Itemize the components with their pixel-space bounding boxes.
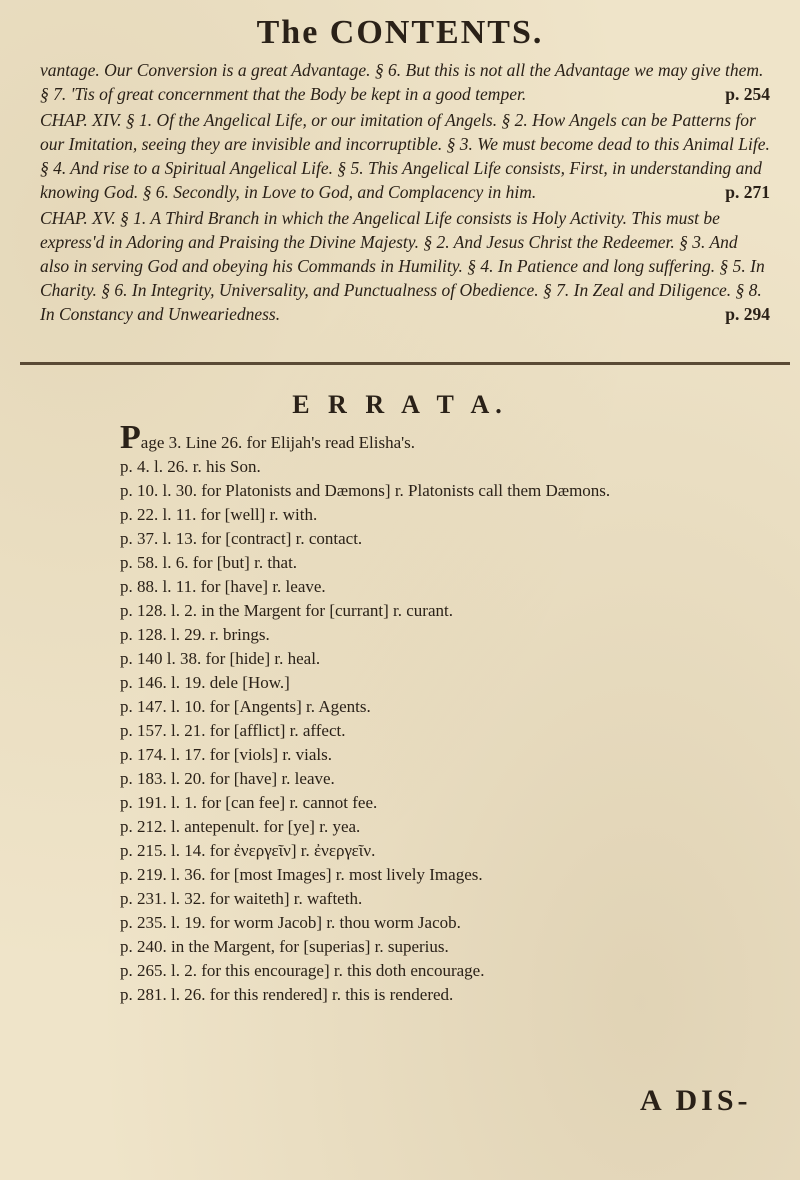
errata-line: p. 10. l. 30. for Platonists and Dæmons] r. Platonists call them Dæmons. [120, 481, 611, 500]
errata-title: E R R A T A. [292, 390, 508, 419]
errata-line: p. 174. l. 17. for [viols] r. vials. [120, 745, 333, 764]
errata-line: p. 281. l. 26. for this rendered] r. this is rendered. [120, 985, 454, 1004]
errata-line: p. 157. l. 21. for [afflict] r. affect. [120, 721, 346, 740]
ornamental-rule [20, 362, 790, 365]
errata-line: p. 37. l. 13. for [contract] r. contact. [120, 529, 363, 548]
errata-line: p. 231. l. 32. for waiteth] r. wafteth. [120, 889, 363, 908]
errata-line: p. 235. l. 19. for worm Jacob] r. thou worm Jacob. [120, 913, 461, 932]
running-head: The CONTENTS. [256, 14, 544, 51]
errata-line: p. 140 l. 38. for [hide] r. heal. [120, 649, 321, 668]
errata-line: p. 240. in the Margent, for [superias] r. superius. [120, 937, 449, 956]
errata-line: p. 146. l. 19. dele [How.] [120, 673, 290, 692]
errata-line: p. 219. l. 36. for [most Images] r. most lively Images. [120, 865, 483, 884]
errata-line: p. 128. l. 2. in the Margent for [currant] r. curant. [120, 601, 453, 620]
contents-entry: CHAP. XIV. § 1. Of the Angelical Life, or our imitation of Angels. § 2. How Angels can be Patterns for our Imitation, seeing they are invisible and incorruptible. § 3. We must become dead to this Animal Life. § 4. And rise to a Spiritual Angelical Life. § 5. This Angelical Life consists, First, in understanding and knowing God. § 6. Secondly, in Love to God, and Complacency in him. p. 271 [40, 110, 770, 202]
errata-line: p. 215. l. 14. for ἐνεργεῖν] r. ἐνεργεῖν. [120, 841, 376, 860]
errata-line: p. 88. l. 11. for [have] r. leave. [120, 577, 326, 596]
errata-line: p. 58. l. 6. for [but] r. that. [120, 553, 298, 572]
page-ref: p. 271 [725, 182, 770, 202]
catchword: A DIS- [640, 1084, 752, 1117]
errata-line: p. 212. l. antepenult. for [ye] r. yea. [120, 817, 361, 836]
errata-line: p. 22. l. 11. for [well] r. with. [120, 505, 318, 524]
errata-line: p. 4. l. 26. r. his Son. [120, 457, 261, 476]
errata-line: p. 147. l. 10. for [Angents] r. Agents. [120, 697, 371, 716]
contents-entry: CHAP. XV. § 1. A Third Branch in which the Angelical Life consists is Holy Activity. This must be express'd in Adoring and Praising the Divine Majesty. § 2. And Jesus Christ the Redeemer. § 3. And also in serving God and obeying his Commands in Humility. § 4. In Patience and long suffering. § 5. In Charity. § 6. In Integrity, Universality, and Punctualness of Obedience. § 7. In Zeal and Diligence. § 8. In Constancy and Unweariedness. p. 294 [40, 208, 770, 324]
errata-line: p. 265. l. 2. for this encourage] r. this doth encourage. [120, 961, 485, 980]
errata-line: p. 183. l. 20. for [have] r. leave. [120, 769, 335, 788]
errata-line: p. 191. l. 1. for [can fee] r. cannot fee. [120, 793, 378, 812]
page-ref: p. 294 [725, 304, 770, 324]
errata-line: p. 128. l. 29. r. brings. [120, 625, 270, 644]
contents-section [40, 58, 770, 328]
errata-line: Page 3. Line 26. for Elijah's read Elisha's. [120, 419, 416, 456]
errata-list [120, 419, 760, 1007]
contents-entry: vantage. Our Conversion is a great Advantage. § 6. But this is not all the Advantage we may give them. § 7. 'Tis of great concernment that the Body be kept in a good temper. p. 254 [40, 60, 770, 104]
page-ref: p. 254 [725, 84, 770, 104]
